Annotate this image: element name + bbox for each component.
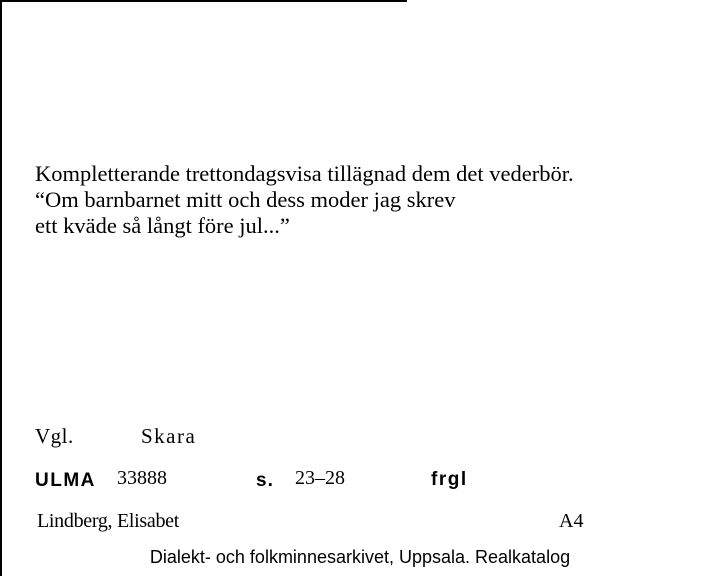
format-label: A4 xyxy=(559,510,584,532)
title-line-1: Kompletterande trettondagsvisa tillägnad dem det vederbör. xyxy=(35,161,574,186)
pages-range: 23–28 xyxy=(295,467,345,489)
archive-label: ULMA xyxy=(35,470,96,491)
title-line-2: “Om barnbarnet mitt och dess moder jag skrev xyxy=(35,187,456,212)
region-label: Vgl. xyxy=(35,424,74,448)
title-line-3: ett kväde så långt före jul...” xyxy=(35,213,290,238)
top-rule xyxy=(2,0,407,2)
archive-number: 33888 xyxy=(117,467,167,489)
place-label: Skara xyxy=(141,424,197,448)
author-name: Lindberg, Elisabet xyxy=(37,510,179,532)
pages-label: s. xyxy=(256,470,274,491)
category-label: frgl xyxy=(431,469,468,490)
footer-text: Dialekt- och folkminnesarkivet, Uppsala. Realkatalog xyxy=(149,547,571,567)
title-block xyxy=(35,161,705,239)
